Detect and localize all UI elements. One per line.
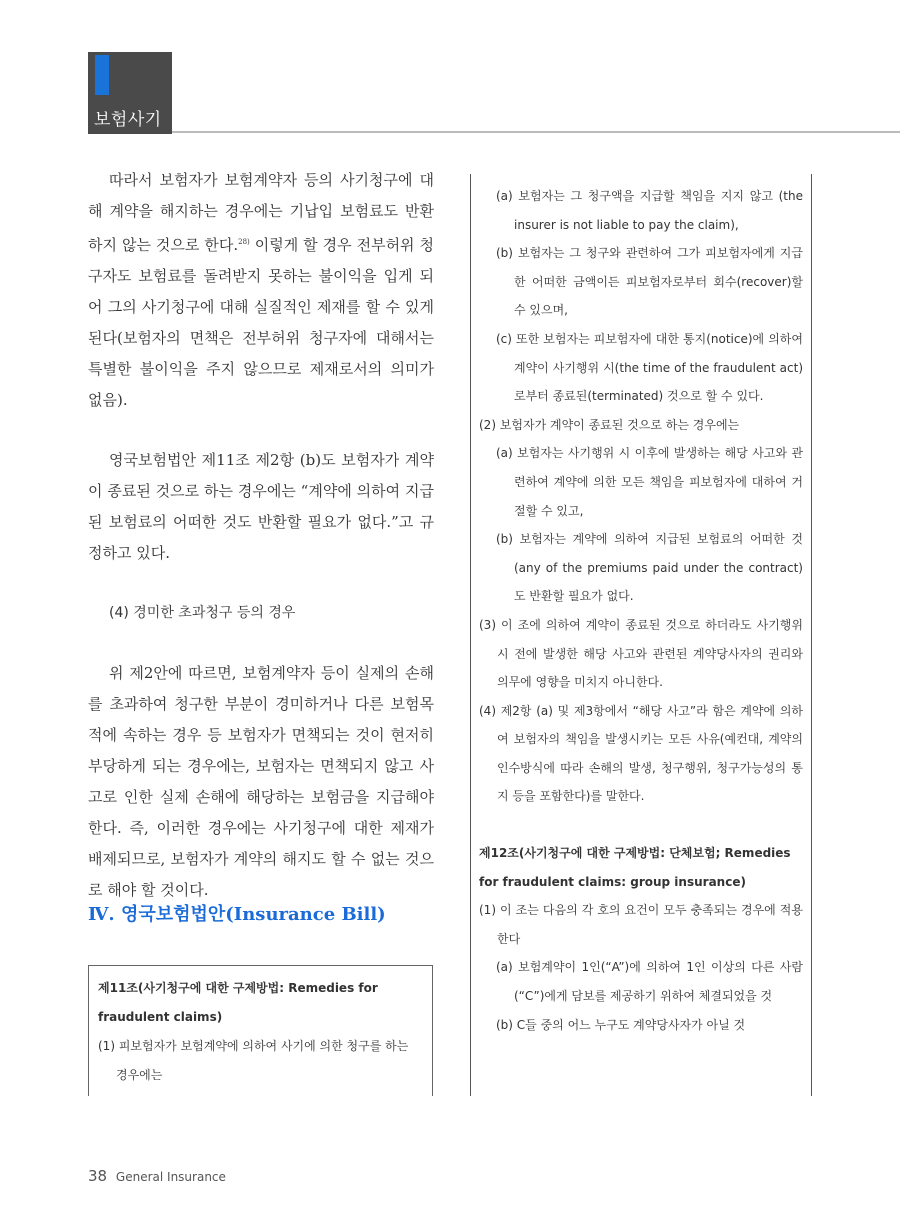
article-12-item-1b: (b) C들 중의 어느 누구도 계약당사자가 아닐 것: [496, 1017, 746, 1032]
paragraph-3: 위 제2안에 따르면, 보험계약자 등이 실제의 손해를 초과하여 청구한 부분이 경미하거나 다른 보험목적에 속하는 경우 등 보험자가 면책되는 것이 현저히 부당하게 되는 경우에는, 보험자는 면책되지 않고 사고로 인한 실제 손해에 해당하는 보험금을 지급해야 한다. 즉, 이러한 경우에는 사기청구에 대한 제재가 배제되므로, 보험자가 계약의 해지도 할 수 없는 것으로 해야 할 것이다.: [88, 664, 434, 899]
article-11-box: [88, 965, 433, 1096]
paragraph-1: 따라서 보험자가 보험계약자 등의 사기청구에 대해 계약을 해지하는 경우에는 기납입 보험료도 반환하지 않는 것으로 한다.$^{28)}$ 이렇게 할 경우 전부허위 청구자도 보험료를 돌려받지 못하는 불이익을 입게 되어 그의 사기청구에 대해 실질적인 제재를 할 수 있게 된다(보험자의 면책은 전부허위 청구자에 대해서는 특별한 불이익을 주지 않으므로 제재로서의 의미가 없음).: [88, 171, 435, 409]
paragraph-2: 영국보험법안 제11조 제2항 (b)도 보험자가 계약이 종료된 것으로 하는 경우에는 “계약에 의하여 지급된 보험료의 어떠한 것도 반환할 필요가 없다.”고 규정하고 있다.: [88, 451, 434, 562]
header-accent-bar: [95, 55, 109, 95]
clause-2: (2) 보험자가 계약이 종료된 것으로 하는 경우에는: [479, 417, 740, 432]
article-12-item-1: (1) 이 조는 다음의 각 호의 요건이 모두 충족되는 경우에 적용한다: [479, 903, 803, 946]
section-header-box: [88, 52, 172, 134]
section-label: 보험사기: [94, 110, 162, 130]
clause-2b: (b) 보험자는 계약에 의하여 지급된 보험료의 어떠한 것(any of the premiums paid under the contract)도 반환할 필요가 없다.: [496, 532, 803, 604]
clause-1c: (c) 또한 보험자는 피보험자에 대한 통지(notice)에 의하여 계약이 사기행위 시(the time of the fraudulent act)로부터 종료된(terminated) 것으로 할 수 있다.: [496, 331, 803, 404]
article-11-title: 제11조(사기청구에 대한 구제방법: Remedies for fraudulent claims): [98, 981, 378, 1024]
page-footer: [88, 1167, 226, 1185]
clause-2a: (a) 보험자는 사기행위 시 이후에 발생하는 해당 사고와 관련하여 계약에 의한 모든 책임을 피보험자에 대하여 거절할 수 있고,: [496, 446, 803, 518]
clause-1b: (b) 보험자는 그 청구와 관련하여 그가 피보험자에게 지급한 어떠한 금액이든 피보험자로부터 회수(recover)할 수 있으며,: [496, 246, 803, 318]
right-column-box: [470, 174, 812, 1096]
clause-3: (3) 이 조에 의하여 계약이 종료된 것으로 하더라도 사기행위 시 전에 발생한 해당 사고와 관련된 계약당사자의 권리와 의무에 영향을 미치지 아니한다.: [479, 617, 803, 690]
article-11-item-1: (1) 피보험자가 보험계약에 의하여 사기에 의한 청구를 하는 경우에는: [98, 1039, 409, 1082]
clause-4: (4) 제2항 (a) 및 제3항에서 “해당 사고”라 함은 계약에 의하여 보험자의 책임을 발생시키는 모든 사유(예컨대, 계약의 인수방식에 따라 손해의 발생, 청구행위, 청구가능성의 통지 등을 포함한다)를 말한다.: [479, 703, 803, 804]
section-heading: Ⅳ. 영국보험법안(Insurance Bill): [88, 904, 386, 925]
left-column: [88, 165, 434, 906]
article-12-title: 제12조(사기청구에 대한 구제방법: 단체보험; Remedies for fraudulent claims: group insurance): [479, 846, 791, 889]
header-rule: [172, 131, 900, 133]
clause-1a: (a) 보험자는 그 청구액을 지급할 책임을 지지 않고 (the insurer is not liable to pay the claim),: [496, 189, 803, 232]
article-12-item-1a: (a) 보험계약이 1인(“A”)에 의하여 1인 이상의 다른 사람(“C”)에게 담보를 제공하기 위하여 체결되었을 것: [496, 960, 803, 1004]
subheading: (4) 경미한 초과청구 등의 경우: [109, 605, 296, 621]
page-number: 38: [88, 1167, 108, 1185]
publication-name: General Insurance: [115, 1170, 226, 1184]
footnote-ref: 28): [238, 238, 250, 246]
